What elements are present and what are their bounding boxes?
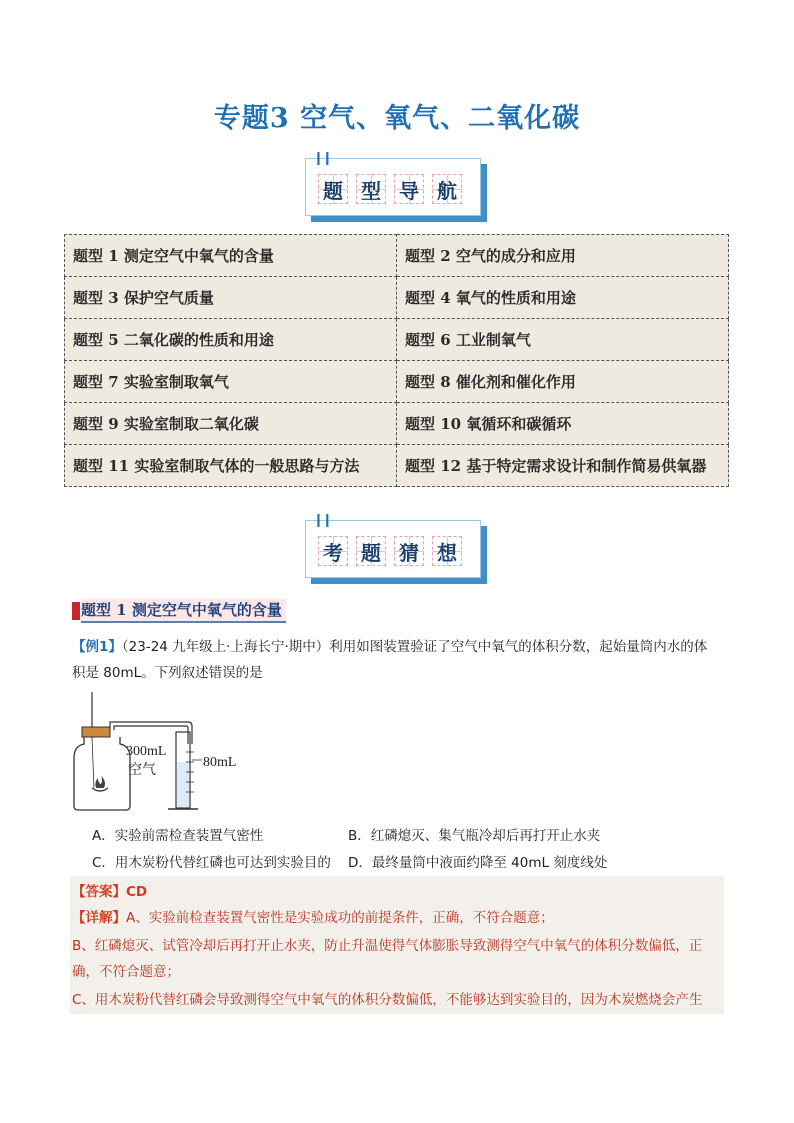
- banner-char: 题: [356, 536, 386, 566]
- banner-char: 导: [394, 174, 424, 204]
- nav-cell: 题型 6 工业制氧气: [397, 319, 729, 361]
- detail-line-1: [72, 906, 554, 926]
- topic-heading: [72, 600, 286, 621]
- topic-title: 题型 1 测定空气中氧气的含量: [81, 599, 286, 623]
- nav-row: [65, 235, 729, 277]
- bottle-volume-label: 300mL: [126, 744, 167, 759]
- combustion-spoon: [92, 788, 108, 791]
- answer-tag: 【答案】: [72, 884, 126, 900]
- example-question: [72, 634, 732, 686]
- banner-chars: [318, 174, 462, 204]
- detail-line-2: B、红磷熄灭、试管冷却后再打开止水夹，防止升温使得气体膨胀导致测得空气中氧气的体积分数偏低，正: [72, 938, 703, 954]
- banner-char: 猜: [394, 536, 424, 566]
- cylinder-volume-label: 80mL: [203, 755, 237, 770]
- nav-row: [65, 277, 729, 319]
- nav-cell: 题型 9 实验室制取二氧化碳: [65, 403, 397, 445]
- banner-char: 型: [356, 174, 386, 204]
- type-nav-table: [64, 234, 729, 487]
- nav-cell: 题型 2 空气的成分和应用: [397, 235, 729, 277]
- detail-tag: 【详解】: [72, 910, 126, 926]
- banner-box: [305, 520, 481, 578]
- banner-char: 航: [432, 174, 462, 204]
- answer-line: [72, 880, 147, 900]
- question-line-2: 积是 80mL。下列叙述错误的是: [72, 665, 263, 681]
- collection-bottle: [74, 737, 130, 810]
- delivery-tube: [110, 722, 192, 744]
- bottle-gas-label: 空气: [128, 762, 156, 778]
- answer-value: CD: [126, 884, 148, 900]
- flame-icon: [95, 776, 105, 788]
- banner-char: 题: [318, 174, 348, 204]
- detail-line-4: C、用木炭粉代替红磷会导致测得空气中氧气的体积分数偏低，不能够达到实验目的，因为木炭燃烧会产生: [72, 992, 703, 1008]
- topic-marker: [72, 602, 80, 620]
- pin-icon: ❙❙: [313, 513, 331, 528]
- detail-text: A、实验前检查装置气密性是实验成功的前提条件，正确，不符合题意；: [126, 910, 554, 926]
- option-d: D．最终量筒中液面约降至 40mL 刻度线处: [348, 855, 608, 871]
- example-tag: 【例1】: [72, 639, 122, 655]
- detail-line-3: 确，不符合题意；: [72, 964, 180, 980]
- option-c: C．用木炭粉代替红磷也可达到实验目的: [92, 855, 331, 871]
- pin-icon: ❙❙: [313, 151, 331, 166]
- nav-row: [65, 361, 729, 403]
- banner-char: 想: [432, 536, 462, 566]
- nav-cell: 题型 10 氧循环和碳循环: [397, 403, 729, 445]
- nav-row: [65, 319, 729, 361]
- nav-cell: 题型 12 基于特定需求设计和制作简易供氧器: [397, 445, 729, 487]
- question-line-1: [72, 634, 732, 660]
- nav-cell: 题型 4 氧气的性质和用途: [397, 277, 729, 319]
- banner-box: [305, 158, 481, 216]
- option-a: A．实验前需检查装置气密性: [92, 828, 264, 844]
- cylinder-water: [177, 762, 189, 807]
- nav-row: [65, 403, 729, 445]
- question-text: （23-24 九年级上·上海长宁·期中）利用如图装置验证了空气中氧气的体积分数，起始量筒内水的体: [121, 639, 708, 655]
- nav-row: [65, 445, 729, 487]
- nav-cell: 题型 8 催化剂和催化作用: [397, 361, 729, 403]
- option-b: B．红磷熄灭、集气瓶冷却后再打开止水夹: [348, 828, 601, 844]
- section-banner-type-nav: [305, 151, 487, 222]
- banner-char: 考: [318, 536, 348, 566]
- nav-cell: 题型 5 二氧化碳的性质和用途: [65, 319, 397, 361]
- nav-cell: 题型 3 保护空气质量: [65, 277, 397, 319]
- nav-cell: 题型 1 测定空气中氧气的含量: [65, 235, 397, 277]
- bottle-stopper: [82, 727, 110, 737]
- nav-cell: 题型 11 实验室制取气体的一般思路与方法: [65, 445, 397, 487]
- page-title: 专题3 空气、氧气、二氧化碳: [213, 103, 581, 134]
- apparatus-diagram: [70, 692, 260, 814]
- nav-cell: 题型 7 实验室制取氧气: [65, 361, 397, 403]
- banner-chars: [318, 536, 462, 566]
- section-banner-guess: [305, 513, 487, 584]
